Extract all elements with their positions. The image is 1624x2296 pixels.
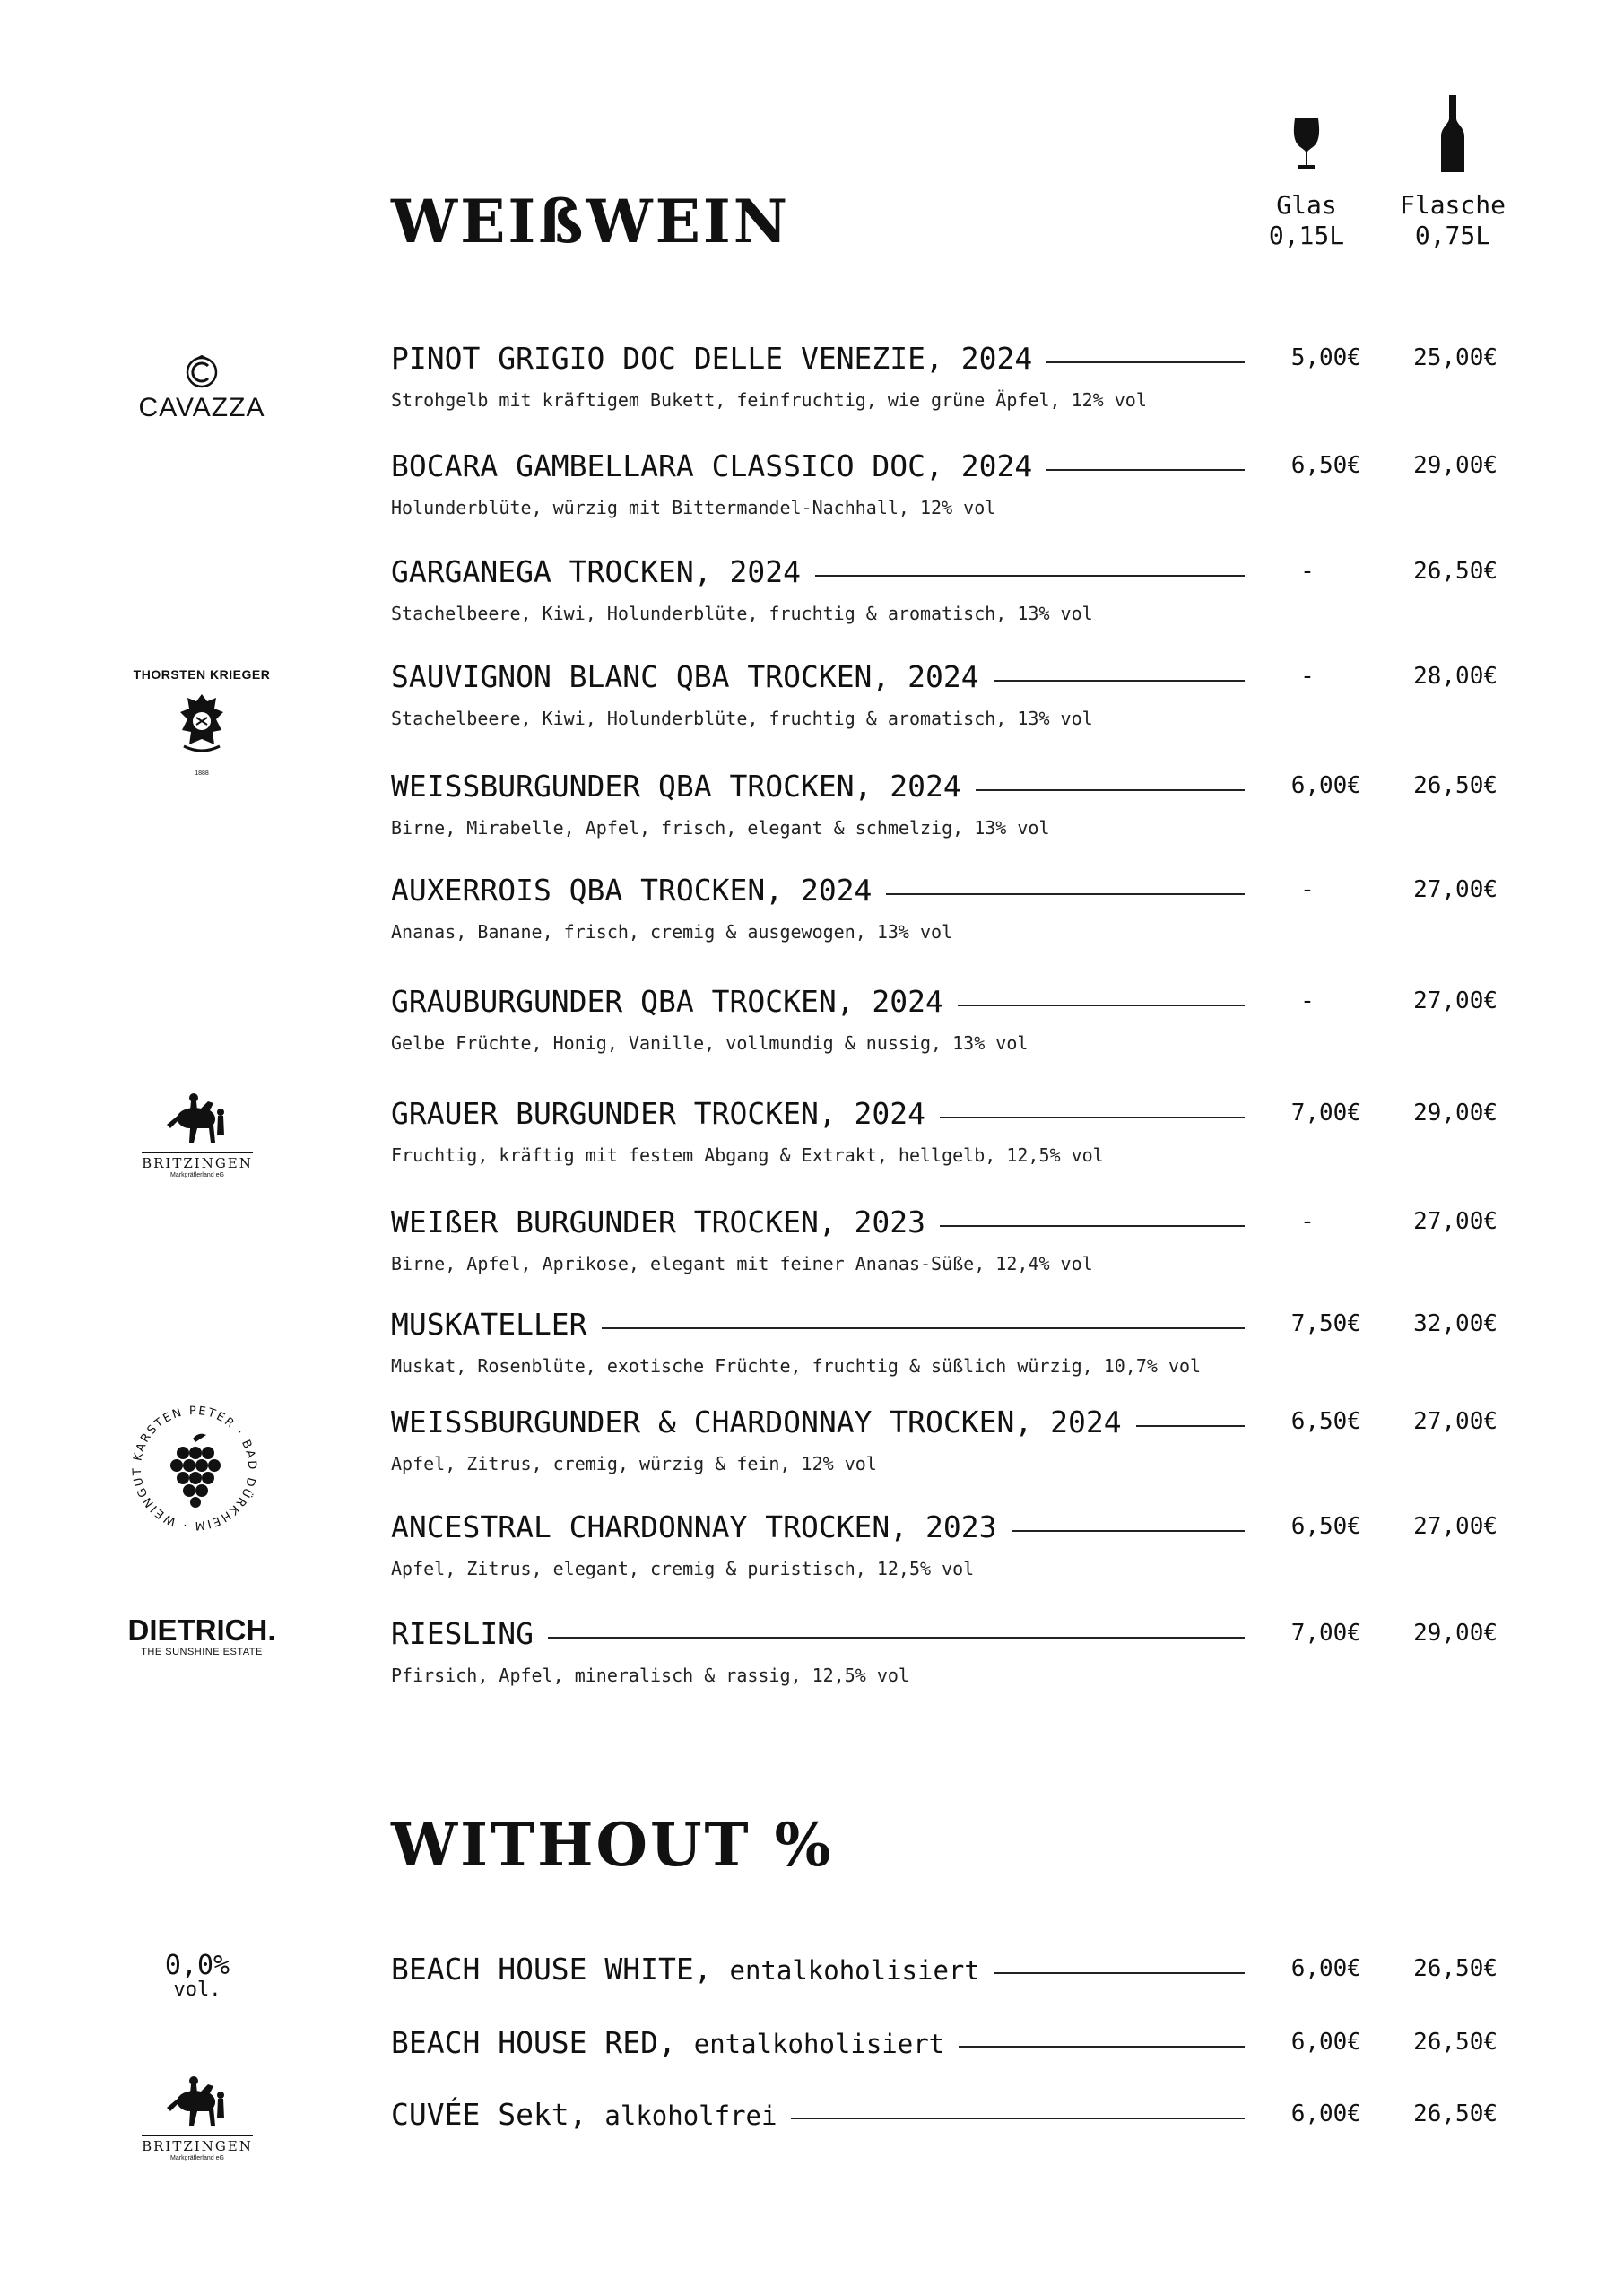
leader-line [959,2046,1245,2048]
price-glas: 6,00€ [1290,772,1361,799]
price-flasche: 28,00€ [1413,663,1498,690]
price-glas: 7,00€ [1290,1100,1361,1126]
dietrich-subtitle: THE SUNSHINE ESTATE [141,1647,263,1657]
price-flasche: 27,00€ [1413,1408,1498,1435]
flasche-header [1381,190,1524,251]
karsten-peter-seal [127,1401,262,1535]
dietrich-logo [117,1614,287,1657]
krieger-crest-icon [166,689,238,770]
cavazza-logo [135,354,269,423]
dietrich-wordmark: DIETRICH. [127,1613,276,1647]
price-glas: 5,00€ [1290,344,1361,371]
price-flasche: 26,50€ [1413,772,1498,799]
wine-description: Stachelbeere, Kiwi, Holunderblüte, fruchtig & aromatisch, 13% vol [391,603,1093,624]
leader-line [976,789,1245,791]
krieger-wordmark: THORSTEN KRIEGER [133,667,271,682]
leader-line [1046,469,1245,471]
without-item-suffix: entalkoholisiert [693,2029,945,2059]
britzingen-logo-2 [135,2072,260,2161]
wine-name: ANCESTRAL CHARDONNAY TROCKEN, 2023 [391,1509,997,1544]
price-glas: 7,00€ [1290,1620,1361,1647]
wine-description: Holunderblüte, würzig mit Bittermandel-Nachhall, 12% vol [391,497,996,518]
wine-name: WEISSBURGUNDER QBA TROCKEN, 2024 [391,769,961,804]
price-flasche: 29,00€ [1413,452,1498,479]
price-glas: 7,50€ [1290,1310,1361,1337]
price-glas: 6,00€ [1290,1955,1361,1982]
leader-line [940,1225,1245,1227]
leader-line [940,1117,1245,1118]
wine-bottle-icon [1437,93,1468,176]
zero-alcohol-badge [152,1952,242,2000]
wine-name: GARGANEGA TROCKEN, 2024 [391,554,801,589]
price-flasche: 27,00€ [1413,987,1498,1014]
without-item-name [391,1952,980,1987]
without-item-title: CUVÉE Sekt, [391,2097,587,2132]
zero-alcohol-value: 0,0% [164,1950,230,1981]
krieger-logo [117,667,287,777]
wine-description: Apfel, Zitrus, elegant, cremig & puristisch, 12,5% vol [391,1558,975,1579]
wine-name: PINOT GRIGIO DOC DELLE VENEZIE, 2024 [391,341,1033,376]
leader-line [602,1327,1245,1329]
wine-description: Strohgelb mit kräftigem Bukett, feinfruchtig, wie grüne Äpfel, 12% vol [391,389,1147,411]
price-glas: 6,00€ [1290,2100,1361,2127]
leader-line [548,1637,1245,1639]
leader-line [958,1004,1245,1006]
price-glas: - [1300,876,1315,903]
price-flasche: 29,00€ [1413,1100,1498,1126]
price-flasche: 27,00€ [1413,876,1498,903]
glas-volume: 0,15L [1268,221,1345,250]
price-glas: - [1300,558,1315,585]
leader-line [1012,1530,1245,1532]
price-flasche: 29,00€ [1413,1620,1498,1647]
wine-description: Stachelbeere, Kiwi, Holunderblüte, fruchtig & aromatisch, 13% vol [391,708,1093,729]
glas-label: Glas [1276,190,1337,220]
wine-name: RIESLING [391,1616,534,1651]
grapes-icon [170,1434,221,1508]
cavazza-emblem-icon [184,354,220,390]
section-title-weisswein: WEIßWEIN [391,187,791,257]
without-item-title: BEACH HOUSE WHITE, [391,1952,712,1987]
without-item-title: BEACH HOUSE RED, [391,2025,676,2060]
leader-line [994,680,1245,682]
price-flasche: 27,00€ [1413,1208,1498,1235]
karsten-peter-logo [127,1401,262,1535]
wine-description: Fruchtig, kräftig mit festem Abgang & Extrakt, hellgelb, 12,5% vol [391,1144,1104,1166]
wine-name: AUXERROIS QBA TROCKEN, 2024 [391,873,873,908]
price-flasche: 25,00€ [1413,344,1498,371]
wine-description: Gelbe Früchte, Honig, Vanille, vollmundig & nussig, 13% vol [391,1032,1029,1054]
price-glas: - [1300,987,1315,1014]
wine-description: Pfirsich, Apfel, mineralisch & rassig, 12,5% vol [391,1665,909,1686]
price-flasche: 26,50€ [1413,1955,1498,1982]
wine-name: BOCARA GAMBELLARA CLASSICO DOC, 2024 [391,448,1033,483]
leader-line [1136,1425,1245,1427]
without-item-name [391,2097,777,2132]
flasche-volume: 0,75L [1414,221,1491,250]
price-glas: 6,50€ [1290,1408,1361,1435]
wine-description: Ananas, Banane, frisch, cremig & ausgewogen, 13% vol [391,921,953,943]
wine-name: WEISSBURGUNDER & CHARDONNAY TROCKEN, 2024 [391,1405,1122,1439]
britzingen-subtitle: Markgräflerland eG [170,2155,224,2161]
horse-rider-icon [161,1089,233,1148]
price-glas: 6,00€ [1290,2029,1361,2056]
without-item-name [391,2025,944,2060]
wine-glass-icon [1288,115,1325,172]
without-item-suffix: entalkoholisiert [729,1955,980,1986]
wine-name: GRAUER BURGUNDER TROCKEN, 2024 [391,1096,926,1131]
leader-line [886,893,1245,895]
wine-description: Birne, Apfel, Aprikose, elegant mit feiner Ananas-Süße, 12,4% vol [391,1253,1093,1274]
glas-header [1235,190,1378,251]
britzingen-subtitle: Markgräflerland eG [170,1172,224,1178]
price-flasche: 32,00€ [1413,1310,1498,1337]
wine-description: Birne, Mirabelle, Apfel, frisch, elegant & schmelzig, 13% vol [391,817,1050,839]
horse-rider-icon [161,2072,233,2131]
cavazza-wordmark: CAVAZZA [138,393,265,422]
price-flasche: 27,00€ [1413,1513,1498,1540]
wine-name: MUSKATELLER [391,1307,587,1342]
flasche-label: Flasche [1399,190,1506,220]
wine-description: Apfel, Zitrus, cremig, würzig & fein, 12% vol [391,1453,877,1474]
price-glas: - [1300,1208,1315,1235]
price-glas: 6,50€ [1290,452,1361,479]
britzingen-logo [135,1089,260,1178]
wine-name: WEIßER BURGUNDER TROCKEN, 2023 [391,1205,926,1239]
wine-name: SAUVIGNON BLANC QBA TROCKEN, 2024 [391,659,979,694]
without-item-suffix: alkoholfrei [604,2100,777,2131]
leader-line [994,1972,1245,1974]
leader-line [1046,361,1245,363]
section-title-without: WITHOUT % [391,1810,834,1880]
price-glas: 6,50€ [1290,1513,1361,1540]
price-flasche: 26,50€ [1413,2100,1498,2127]
britzingen-wordmark: BRITZINGEN [142,1152,253,1171]
price-flasche: 26,50€ [1413,558,1498,585]
leader-line [815,575,1245,577]
karsten-peter-ring-text: KARSTEN PETER · BAD DÜRKHEIM · WEINGUT [130,1404,259,1533]
price-glas: - [1300,663,1315,690]
leader-line [791,2118,1245,2119]
price-flasche: 26,50€ [1413,2029,1498,2056]
britzingen-wordmark: BRITZINGEN [142,2135,253,2154]
wine-description: Muskat, Rosenblüte, exotische Früchte, fruchtig & süßlich würzig, 10,7% vol [391,1355,1202,1377]
zero-alcohol-unit: vol. [173,1979,221,2001]
krieger-year: 1888 [195,770,209,777]
wine-name: GRAUBURGUNDER QBA TROCKEN, 2024 [391,984,943,1019]
